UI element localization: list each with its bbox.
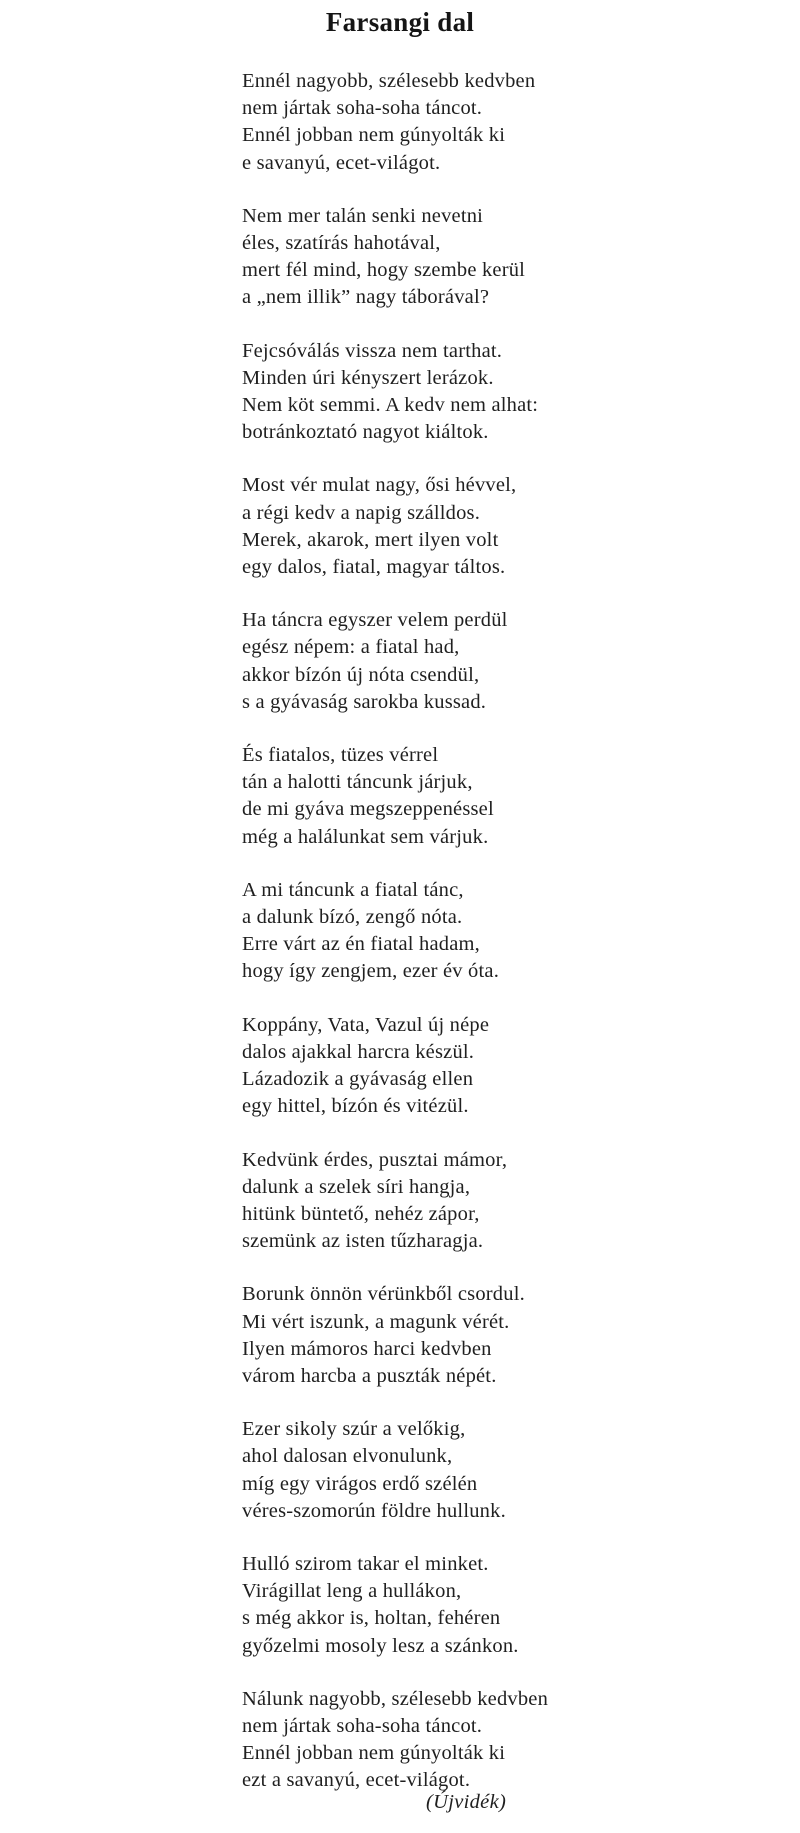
poem-line: még a halálunkat sem várjuk. — [242, 825, 489, 848]
poem-body — [242, 68, 762, 1821]
poem-line: akkor bízón új nóta csendül, — [242, 663, 480, 686]
stanza — [242, 1281, 762, 1390]
poem-line: Ennél nagyobb, szélesebb kedvben — [242, 70, 536, 92]
poem-line: s még akkor is, holtan, fehéren — [242, 1607, 501, 1630]
poem-line: Ilyen mámoros harci kedvben — [242, 1337, 492, 1360]
poem-line: Merek, akarok, mert ilyen volt — [242, 528, 499, 551]
stanza — [242, 1416, 762, 1525]
poem-line: a dalunk bízó, zengő nóta. — [242, 906, 463, 929]
poem-line: ezt a savanyú, ecet-világot. — [242, 1769, 471, 1792]
stanza — [242, 472, 762, 581]
poem-line: Ezer sikoly szúr a velőkig, — [242, 1418, 466, 1441]
poem-signature: (Újvidék) — [426, 1791, 507, 1813]
poem-line: Erre várt az én fiatal hadam, — [242, 933, 480, 956]
poem-line: Nem köt semmi. A kedv nem alhat: — [242, 394, 539, 417]
poem-line: tán a halotti táncunk járjuk, — [242, 771, 473, 794]
stanza — [242, 742, 762, 851]
poem-line: Lázadozik a gyávaság ellen — [242, 1068, 474, 1091]
poem-line: míg egy virágos erdő szélén — [242, 1472, 478, 1495]
poem-line: hitünk büntető, nehéz zápor, — [242, 1202, 480, 1225]
poem-line: Ennél jobban nem gúnyolták ki — [242, 1742, 506, 1765]
poem-line: mert fél mind, hogy szembe kerül — [242, 259, 526, 282]
stanza — [242, 607, 762, 716]
stanza — [242, 203, 762, 312]
poem-line: Mi vért iszunk, a magunk vérét. — [242, 1310, 510, 1333]
poem-line: Ennél jobban nem gúnyolták ki — [242, 124, 506, 147]
stanza — [242, 1551, 762, 1660]
poem-title: Farsangi dal — [325, 7, 475, 37]
poem-line: Hulló szirom takar el minket. — [242, 1552, 489, 1575]
poem-line: dalos ajakkal harcra készül. — [242, 1040, 475, 1063]
poem-line: botránkoztató nagyot kiáltok. — [242, 421, 489, 444]
poem-line: Nem mer talán senki nevetni — [242, 204, 484, 227]
poem-line: győzelmi mosoly lesz a szánkon. — [242, 1634, 519, 1657]
stanza — [242, 877, 762, 986]
poem-line: szemünk az isten tűzharagja. — [242, 1230, 484, 1253]
poem-line: Minden úri kényszert lerázok. — [242, 366, 494, 389]
poem-line: Fejcsóválás vissza nem tarthat. — [242, 339, 503, 362]
poem-line: de mi gyáva megszeppenéssel — [242, 798, 494, 821]
poem-line: egy dalos, fiatal, magyar táltos. — [242, 556, 506, 579]
poem-line: nem jártak soha-soha táncot. — [242, 97, 483, 120]
poem-line: És fiatalos, tüzes vérrel — [242, 744, 439, 767]
poem-line: a „nem illik” nagy táborával? — [242, 286, 490, 309]
poem-line: véres-szomorún földre hullunk. — [242, 1499, 506, 1522]
stanza — [242, 1012, 762, 1121]
stanza — [242, 1686, 762, 1795]
poem-line: Borunk önnön vérünkből csordul. — [242, 1283, 525, 1306]
poem-line: Virágillat leng a hullákon, — [242, 1580, 462, 1603]
poem-line: hogy így zengjem, ezer év óta. — [242, 960, 500, 983]
poem-line: éles, szatírás hahotával, — [242, 232, 441, 255]
poem-line: Kedvünk érdes, pusztai mámor, — [242, 1148, 508, 1171]
poem-line: ahol dalosan elvonulunk, — [242, 1445, 453, 1468]
poem-line: Nálunk nagyobb, szélesebb kedvben — [242, 1687, 549, 1710]
poem-line: a régi kedv a napig szálldos. — [242, 501, 481, 524]
poem-line: s a gyávaság sarokba kussad. — [242, 690, 487, 713]
poem-line: egész népem: a fiatal had, — [242, 636, 460, 659]
poem-line: várom harcba a puszták népét. — [242, 1364, 497, 1387]
stanza — [242, 1147, 762, 1256]
poem-line: Koppány, Vata, Vazul új népe — [242, 1013, 490, 1036]
poem-line: nem jártak soha-soha táncot. — [242, 1714, 483, 1737]
poem-line: egy hittel, bízón és vitézül. — [242, 1095, 469, 1118]
poem-line: dalunk a szelek síri hangja, — [242, 1175, 471, 1198]
poem-line: Most vér mulat nagy, ősi hévvel, — [242, 474, 517, 497]
stanza — [242, 338, 762, 447]
poem-line: Ha táncra egyszer velem perdül — [242, 609, 508, 632]
poem-line: A mi táncunk a fiatal tánc, — [242, 878, 464, 901]
poem-line: e savanyú, ecet-világot. — [242, 151, 441, 174]
stanza — [242, 68, 762, 177]
